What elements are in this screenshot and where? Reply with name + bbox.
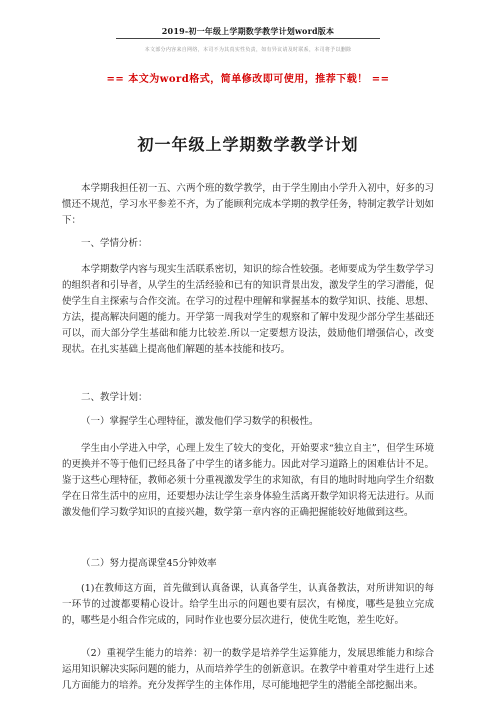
- section1-heading: 一、学情分析：: [81, 238, 148, 249]
- header-title: 2019-初一年级上学期数学教学计划word版本: [161, 26, 335, 36]
- intro-paragraph: 本学期我担任初一五、六两个班的数学教学，由于学生刚由小学升入初中，好多的习惯还不规范，学习水平参差不齐，为了能顾利完成本学期的教学任务，特制定教学计划如下：: [62, 183, 434, 226]
- body-block-sub2-p2: [62, 646, 434, 694]
- body-block-section1: [62, 262, 434, 358]
- document-title: 初一年级上学期数学教学计划: [137, 135, 359, 154]
- word-format-banner: == 本文为word格式，简单修改即可使用，推荐下载！ ==: [106, 74, 390, 85]
- sub1-paragraph: 学生由小学进入中学，心理上发生了较大的变化，开始要求“独立自主”，但学生环境的更换并不等于他们已经具备了中学生的诸多能力。因此对学习道路上的困难估计不足。鉴于这些心理特征，教师必须十分重视激发学生的求知欲，有目的地时时地向学生介绍数学在日常生活中的应用，还要想办法让学生亲身体验生活离开数学知识将无法进行。从而激发他们学习数学知识的直接兴趣，数学第一章内容的正确把握能较好地做到这些。: [62, 443, 434, 518]
- body-block-sub1-heading: [62, 414, 434, 430]
- body-block-sub2-p1: [62, 581, 434, 629]
- body-block-section2-heading: [62, 390, 434, 406]
- sub2-paragraph-1: (1)在教师这方面，首先做到认真备课，认真备学生，认真备教法，对所讲知识的每一环节的过渡都要精心设计。给学生出示的问题也要有层次，有梯度，哪些是独立完成的，哪些是小组合作完成的，同时作业也要分层次进行，使优生吃饱，差生吃好。: [62, 583, 434, 626]
- body-block-section1-heading: [62, 236, 434, 252]
- section2-heading: 二、教学计划：: [81, 392, 148, 403]
- body-block-sub2-heading: [62, 556, 434, 572]
- disclaimer-text: 本文部分内容来自网络，本司不为其真实性负责，如有异议请及时联系，本司将予以删除: [144, 47, 352, 53]
- sub2-paragraph-2: （2）重视学生能力的培养：初一的数学是培养学生运算能力，发展思维能力和综合运用知识解决实际问题的能力，从而培养学生的创新意识。在教学中着重对学生进行上述几方面能力的培养。充分发挥学生的主体作用，尽可能地把学生的潜能全部挖掘出来。: [62, 648, 434, 691]
- body-block-sub1: [62, 441, 434, 521]
- header-divider: [116, 38, 380, 39]
- body-block-intro: [62, 181, 434, 229]
- section1-paragraph: 本学期数学内容与现实生活联系密切，知识的综合性较强。老师要成为学生数学学习的组织者和引导者，从学生的生活经验和已有的知识背景出发，激发学生的学习潜能，促使学生自主探索与合作交流。在学习的过程中理解和掌握基本的数学知识、技能、思想、方法，提高解决问题的能力。开学第一周我对学生的观察和了解中发现少部分学生基础还可以，而大部分学生基础和能力比较差.所以一定要想方设法，鼓励他们增强信心，改变现状。在扎实基础上提高他们解题的基本技能和技巧。: [62, 264, 434, 355]
- sub1-heading: （一）掌握学生心理特征，激发他们学习数学的积极性。: [81, 416, 319, 427]
- sub2-heading: （二）努力提高课堂45分钟效率: [81, 558, 217, 569]
